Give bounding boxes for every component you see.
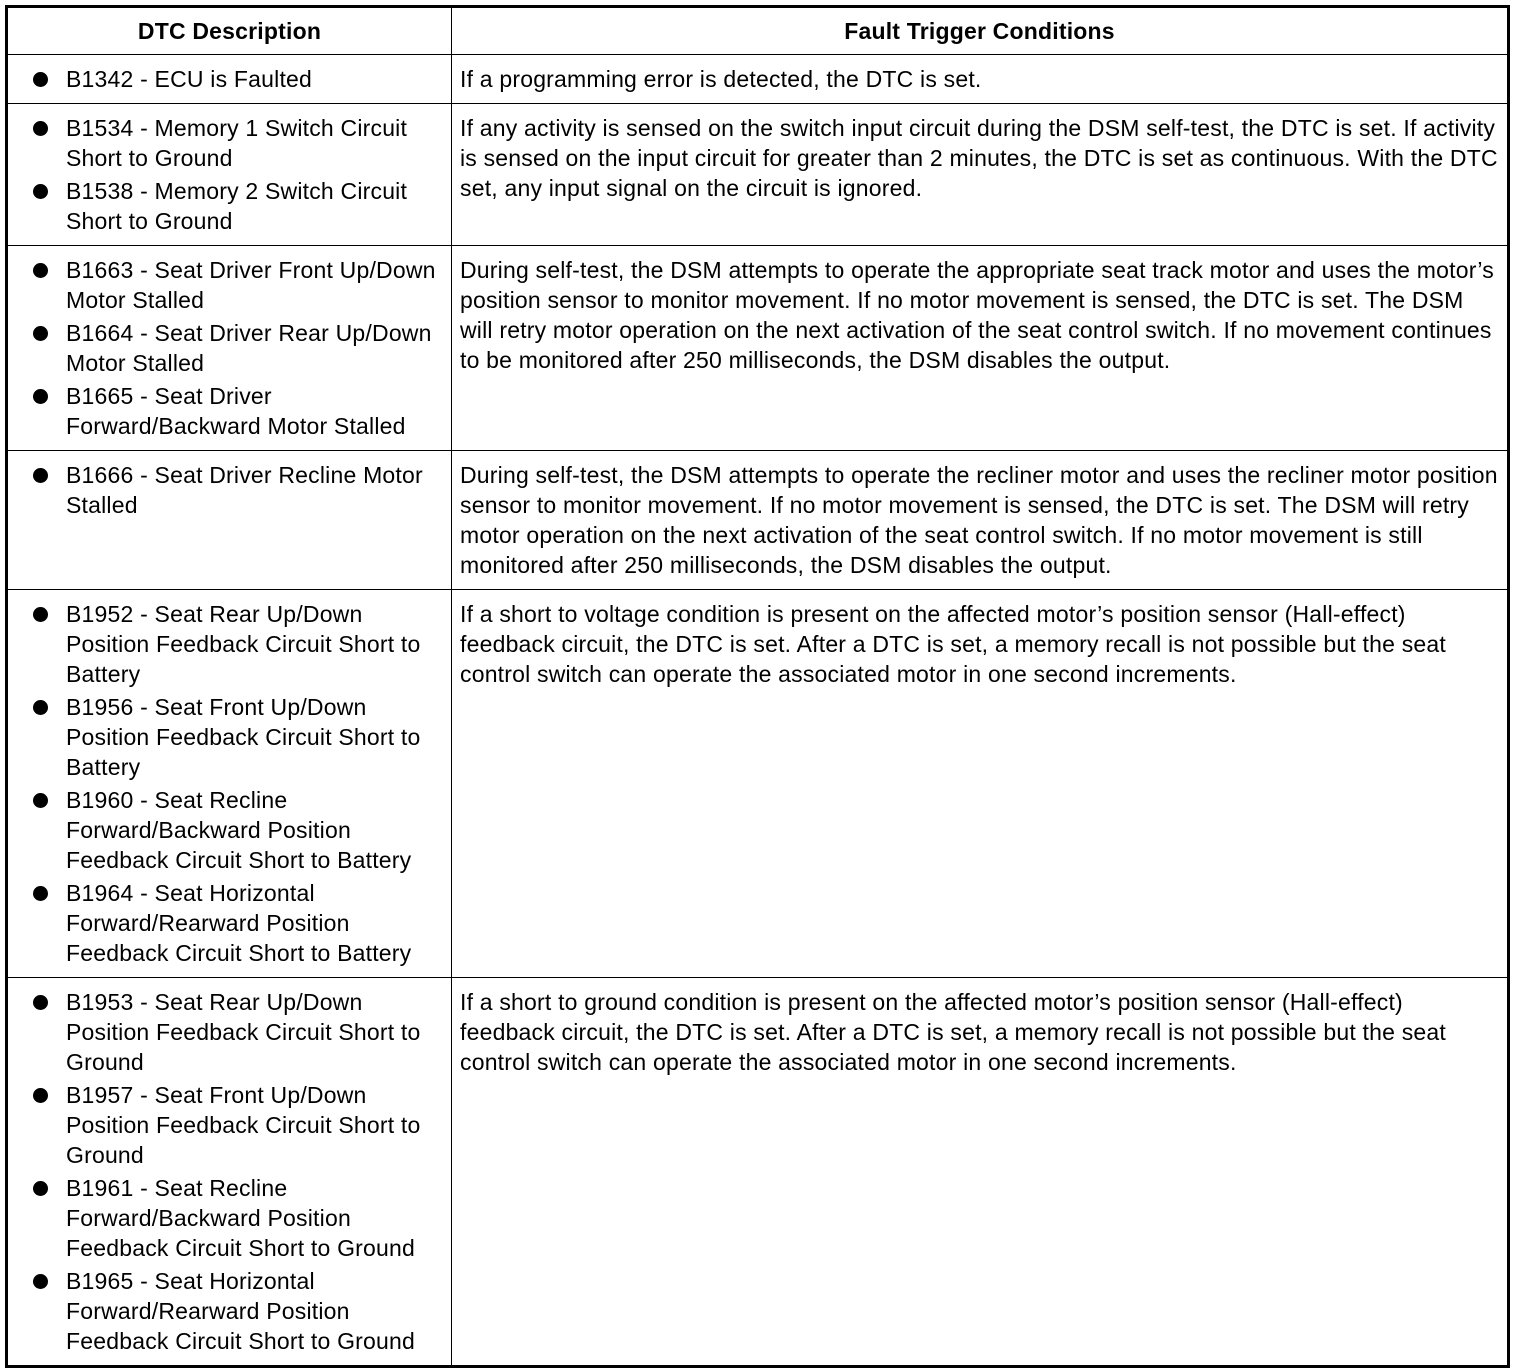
table-row xyxy=(7,55,1509,104)
dtc-code-text: B1953 - Seat Rear Up/Down Position Feedback Circuit Short to Ground xyxy=(66,989,421,1075)
table-row xyxy=(7,246,1509,451)
dtc-code-list xyxy=(8,460,447,520)
dtc-code-text: B1957 - Seat Front Up/Down Position Feedback Circuit Short to Ground xyxy=(66,1082,421,1168)
fault-trigger-condition-cell: If any activity is sensed on the switch input circuit during the DSM self-test, the DTC is set. If activity is sensed on the input circuit for greater than 2 minutes, the DTC is set as continuous. With the DTC set, any input signal on the circuit is ignored. xyxy=(452,104,1509,246)
list-item xyxy=(8,692,447,782)
bullet-icon xyxy=(33,1181,48,1196)
fault-trigger-condition-cell: If a short to voltage condition is present on the affected motor’s position sensor (Hall-effect) feedback circuit, the DTC is set. After a DTC is set, a memory recall is not possible but the seat control switch can operate the associated motor in one second increments. xyxy=(452,590,1509,978)
dtc-table xyxy=(5,5,1510,1368)
dtc-description-cell xyxy=(7,246,452,451)
table-row xyxy=(7,104,1509,246)
list-item xyxy=(8,64,447,94)
list-item xyxy=(8,785,447,875)
list-item xyxy=(8,381,447,441)
dtc-description-cell xyxy=(7,104,452,246)
bullet-icon xyxy=(33,184,48,199)
bullet-icon xyxy=(33,121,48,136)
dtc-code-text: B1956 - Seat Front Up/Down Position Feedback Circuit Short to Battery xyxy=(66,694,421,780)
table-row xyxy=(7,451,1509,590)
bullet-icon xyxy=(33,700,48,715)
dtc-code-list xyxy=(8,255,447,441)
fault-trigger-condition-cell: If a programming error is detected, the DTC is set. xyxy=(452,55,1509,104)
dtc-code-text: B1666 - Seat Driver Recline Motor Stalled xyxy=(66,462,423,518)
dtc-description-cell xyxy=(7,978,452,1367)
bullet-icon xyxy=(33,793,48,808)
bullet-icon xyxy=(33,326,48,341)
dtc-code-text: B1342 - ECU is Faulted xyxy=(66,66,313,92)
dtc-code-text: B1663 - Seat Driver Front Up/Down Motor Stalled xyxy=(66,257,436,313)
table-row xyxy=(7,978,1509,1367)
dtc-code-text: B1664 - Seat Driver Rear Up/Down Motor Stalled xyxy=(66,320,432,376)
header-fault-trigger-conditions: Fault Trigger Conditions xyxy=(452,7,1509,55)
bullet-icon xyxy=(33,886,48,901)
dtc-description-cell xyxy=(7,451,452,590)
bullet-icon xyxy=(33,1088,48,1103)
list-item xyxy=(8,176,447,236)
table-body xyxy=(7,55,1509,1367)
dtc-code-text: B1952 - Seat Rear Up/Down Position Feedback Circuit Short to Battery xyxy=(66,601,421,687)
bullet-icon xyxy=(33,468,48,483)
dtc-code-text: B1538 - Memory 2 Switch Circuit Short to Ground xyxy=(66,178,408,234)
list-item xyxy=(8,1266,447,1356)
dtc-code-text: B1965 - Seat Horizontal Forward/Rearward Position Feedback Circuit Short to Ground xyxy=(66,1268,416,1354)
bullet-icon xyxy=(33,72,48,87)
table-row xyxy=(7,590,1509,978)
list-item xyxy=(8,460,447,520)
dtc-code-list xyxy=(8,64,447,94)
bullet-icon xyxy=(33,995,48,1010)
list-item xyxy=(8,113,447,173)
dtc-code-text: B1960 - Seat Recline Forward/Backward Position Feedback Circuit Short to Battery xyxy=(66,787,412,873)
bullet-icon xyxy=(33,263,48,278)
list-item xyxy=(8,987,447,1077)
dtc-code-text: B1665 - Seat Driver Forward/Backward Motor Stalled xyxy=(66,383,406,439)
list-item xyxy=(8,878,447,968)
header-dtc-description: DTC Description xyxy=(7,7,452,55)
dtc-code-text: B1961 - Seat Recline Forward/Backward Position Feedback Circuit Short to Ground xyxy=(66,1175,416,1261)
bullet-icon xyxy=(33,1274,48,1289)
dtc-description-cell xyxy=(7,590,452,978)
table-header-row xyxy=(7,7,1509,55)
bullet-icon xyxy=(33,607,48,622)
list-item xyxy=(8,255,447,315)
fault-trigger-condition-cell: During self-test, the DSM attempts to operate the recliner motor and uses the recliner motor position sensor to monitor movement. If no motor movement is sensed, the DTC is set. The DSM will retry motor operation on the next activation of the seat control switch. If no motor movement is still monitored after 250 milliseconds, the DSM disables the output. xyxy=(452,451,1509,590)
dtc-code-list xyxy=(8,113,447,236)
dtc-code-text: B1964 - Seat Horizontal Forward/Rearward Position Feedback Circuit Short to Battery xyxy=(66,880,412,966)
dtc-code-text: B1534 - Memory 1 Switch Circuit Short to Ground xyxy=(66,115,408,171)
fault-trigger-condition-cell: If a short to ground condition is present on the affected motor’s position sensor (Hall-effect) feedback circuit, the DTC is set. After a DTC is set, a memory recall is not possible but the seat control switch can operate the associated motor in one second increments. xyxy=(452,978,1509,1367)
dtc-description-cell xyxy=(7,55,452,104)
list-item xyxy=(8,1173,447,1263)
list-item xyxy=(8,1080,447,1170)
bullet-icon xyxy=(33,389,48,404)
dtc-code-list xyxy=(8,987,447,1356)
fault-trigger-condition-cell: During self-test, the DSM attempts to operate the appropriate seat track motor and uses the motor’s position sensor to monitor movement. If no motor movement is sensed, the DTC is set. The DSM will retry motor operation on the next activation of the seat control switch. If no movement continues to be monitored after 250 milliseconds, the DSM disables the output. xyxy=(452,246,1509,451)
list-item xyxy=(8,318,447,378)
list-item xyxy=(8,599,447,689)
dtc-code-list xyxy=(8,599,447,968)
